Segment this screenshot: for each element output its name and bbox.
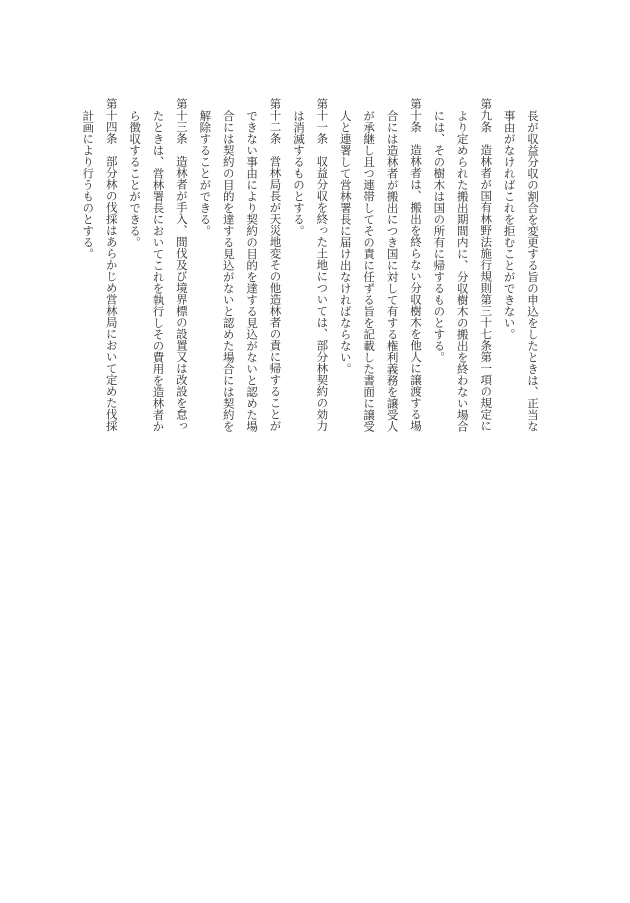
text-column-continuation: ら徴収することができる。	[128, 109, 143, 248]
text-column-continuation: より定められた搬出期間内に、分収樹木の搬出を終わない場合	[455, 109, 470, 432]
text-column-continuation: 解除することができる。	[198, 109, 213, 236]
article-13-heading-column: 第十三条 造林者が手入、間伐及び境界標の設置又は改設を怠っ	[174, 98, 189, 432]
article-12-heading-column: 第十二条 営林局長が天災地変その他造林者の責に帰することが	[268, 98, 283, 432]
vertical-text-body	[76, 98, 544, 448]
article-14-heading-column: 第十四条 部分林の伐採はあらかじめ営林局において定めた伐採	[104, 98, 119, 432]
text-column-continuation: 合には造林者が搬出につき国に対して有する権利義務を譲受人	[385, 109, 400, 432]
text-column-continuation: は消滅するものとする。	[291, 109, 306, 236]
text-column-continuation: 合には契約の目的を達する見込がないと認めた場合には契約を	[221, 109, 236, 432]
text-column-continuation: が承継し且つ連帯してその責に任ずる旨を記載した書面に譲受	[362, 109, 377, 432]
article-9-heading-column: 第九条 造林者が国有林野法施行規則第三十七条第一項の規定に	[479, 98, 494, 432]
text-column-continuation: 長が収益分収の割合を変更する旨の申込をしたときは、正当な	[526, 109, 540, 432]
article-11-heading-column: 第十一条 収益分収を終った土地については、部分林契約の効力	[315, 98, 330, 432]
text-column-continuation: たときは、営林署長においてこれを執行しその費用を造林者か	[151, 109, 166, 432]
text-column-continuation: できない事由により契約の目的を達する見込がないと認めた場	[245, 109, 260, 432]
text-column-continuation: には、その樹木は国の所有に帰するものとする。	[432, 109, 447, 363]
text-column-continuation: 計画により行うものとする。	[81, 109, 96, 259]
text-column-continuation: 人と連署して営林署長に届け出なければならない。	[338, 109, 353, 374]
article-10-heading-column: 第十条 造林者は、搬出を終らない分収樹木を他人に譲渡する場	[408, 98, 423, 432]
text-column-continuation: 事由がなければこれを拒むことができない。	[502, 109, 517, 340]
